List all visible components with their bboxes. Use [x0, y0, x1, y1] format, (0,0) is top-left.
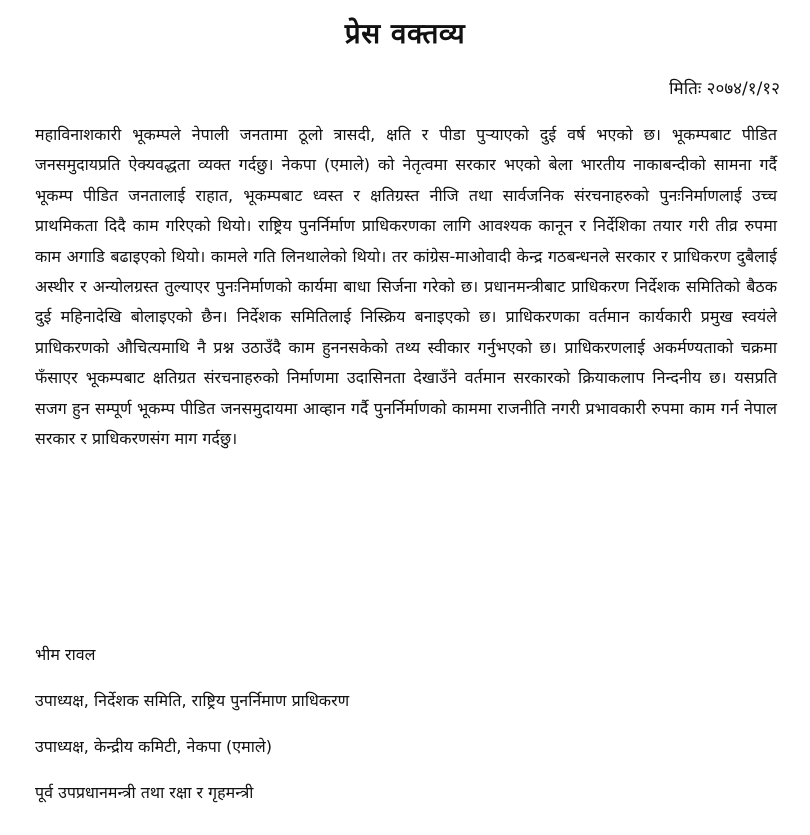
signatory-title-2: उपाध्यक्ष, केन्द्रीय कमिटी, नेकपा (एमाले): [35, 737, 272, 756]
signatory-name: भीम रावल: [35, 645, 96, 664]
document-title: प्रेस वक्तव्य: [344, 17, 466, 50]
document-date: मितिः २०७४/१/१२: [669, 79, 780, 99]
signatory-title-3: पूर्व उपप्रधानमन्त्री तथा रक्षा र गृहमन्त्री: [35, 783, 254, 802]
signatory-title-1: उपाध्यक्ष, निर्देशक समिति, राष्ट्रिय पुनर्निमाण प्राधिकरण: [35, 691, 350, 710]
statement-body: महाविनाशकारी भूकम्पले नेपाली जनतामा ठूलो त्रासदी, क्षति र पीडा पुऱ्याएको दुई वर्ष भएको छ। भूकम्पबाट पीडित जनसमुदायप्रति ऐक्यवद्धता व्यक्त गर्दछु। नेकपा (एमाले) को नेतृत्वमा सरकार भएको बेला भारतीय नाकाबन्दीको सामना गर्दै भूकम्प पीडित जनतालाई राहात, भूकम्पबाट ध्वस्त र क्षतिग्रस्त नीजि तथा सार्वजनिक संरचनाहरुको पुनःनिर्माणलाई उच्च प्राथमिकता दिदै काम गरिएको थियो। राष्ट्रिय पुनर्निर्माण प्राधिकरणका लागि आवश्यक कानून र निर्देशिका तयार गरी तीव्र रुपमा काम अगाडि बढाइएको थियो। कामले गति लिनथालेको थियो। तर कांग्रेस-माओवादी केन्द्र गठबन्धनले सरकार र प्राधिकरण दुबैलाई अस्थीर र अन्योलग्रस्त तुल्याएर पुनःनिर्माणको कार्यमा बाधा सिर्जना गरेको छ। प्रधानमन्त्रीबाट प्राधिकरण निर्देशक समितिको बैठक दुई महिनादेखि बोलाइएको छैन। निर्देशक समितिलाई निस्क्रिय बनाइएको छ। प्राधिकरणका वर्तमान कार्यकारी प्रमुख स्वयंले प्राधिकरणको औचित्यमाथि नै प्रश्न उठाउँदै काम हुननसकेको तथ्य स्वीकार गर्नुभएको छ। प्राधिकरणलाई अकर्मण्यताको चक्रमा फँसाएर भूकम्पबाट क्षतिग्रत संरचनाहरुको निर्माणमा उदासिनता देखाउँने वर्तमान सरकारको क्रियाकलाप निन्दनीय छ। यसप्रति सजग हुन सम्पूर्ण भूकम्प पीडित जनसमुदायमा आव्हान गर्दै पुनर्निर्माणको काममा राजनीति नगरी प्रभावकारी रुपमा काम गर्न नेपाल सरकार र प्राधिकरणसंग माग गर्दछु।: [35, 125, 777, 449]
signature-block: [35, 642, 775, 826]
